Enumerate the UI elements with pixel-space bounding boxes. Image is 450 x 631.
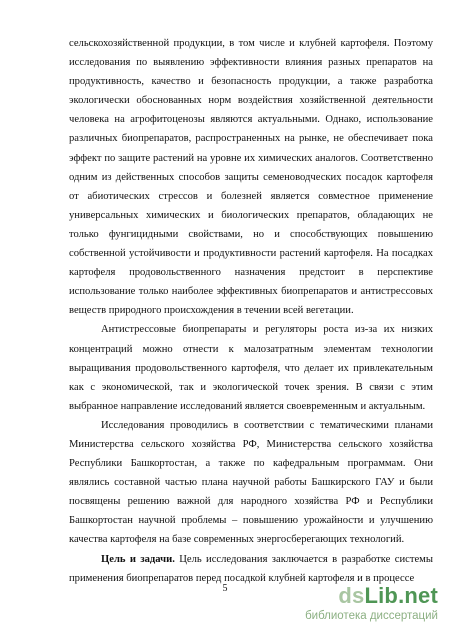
logo-lib: Lib [364, 583, 399, 608]
paragraph-2: Антистрессовые биопрепараты и регуляторы роста из-за их низких концентраций можно отнести к малозатратным элементам технологии выращивания продовольственного картофеля, что делает их привлекательным как с экономической, так и экологической точек зрения. В связи с этим выбранное направление исследований является своевременным и актуальным. [69, 324, 433, 412]
paragraph-4-text: Цель исследования заключается в разработке системы применения биопрепаратов перед посадкой клубней картофеля и в процессе [69, 553, 433, 584]
dslib-logo [338, 583, 438, 609]
logo-net: .net [398, 583, 438, 608]
page-number: 5 [222, 583, 228, 594]
paragraph-1: сельскохозяйственной продукции, в том числе и клубней картофеля. Поэтому исследования по выявлению эффективности влияния разных препаратов на продуктивность, качество и безопасность продукции, а также разработка экологически обоснованных норм воздействия хозяйственной деятельности человека на агрофитоценозы являются актуальными. Однако, использование различных биопрепаратов, распространенных на рынке, не обеспечивает пока эффект по защите растений на уровне их химических аналогов. Соответственно одним из действенных способов защиты семеноводческих посадок картофеля от абиотических стрессов и болезней является совместное применение универсальных химических и биологических препаратов, обладающих не только фунгицидными свойствами, но и способствующих повышению собственной устойчивости и продуктивности растений картофеля. На посадках картофеля продовольственного назначения предстоит в перспективе использование только наиболее эффективных биопрепаратов и антистрессовых веществ природного происхождения в течении всей вегетации. [69, 38, 433, 317]
section-heading-goals: Цель и задачи. [101, 553, 175, 565]
dslib-watermark [278, 583, 438, 627]
logo-ds: ds [338, 583, 365, 608]
document-body [69, 34, 433, 588]
paragraph-3: Исследования проводились в соответствии с тематическими планами Министерства сельского хозяйства РФ, Министерства сельского хозяйства Республики Башкортостан, а также по кафедральным программам. Они являлись составной частью плана научной работы Башкирского ГАУ и были посвящены решению важной для народного хозяйства РФ и Республики Башкортостан научной проблемы – повышению урожайности и улучшению качества картофеля на базе современных энергосберегающих технологий. [69, 419, 433, 546]
watermark-subtitle: библиотека диссертаций [305, 610, 438, 622]
paragraph-4 [69, 550, 433, 588]
